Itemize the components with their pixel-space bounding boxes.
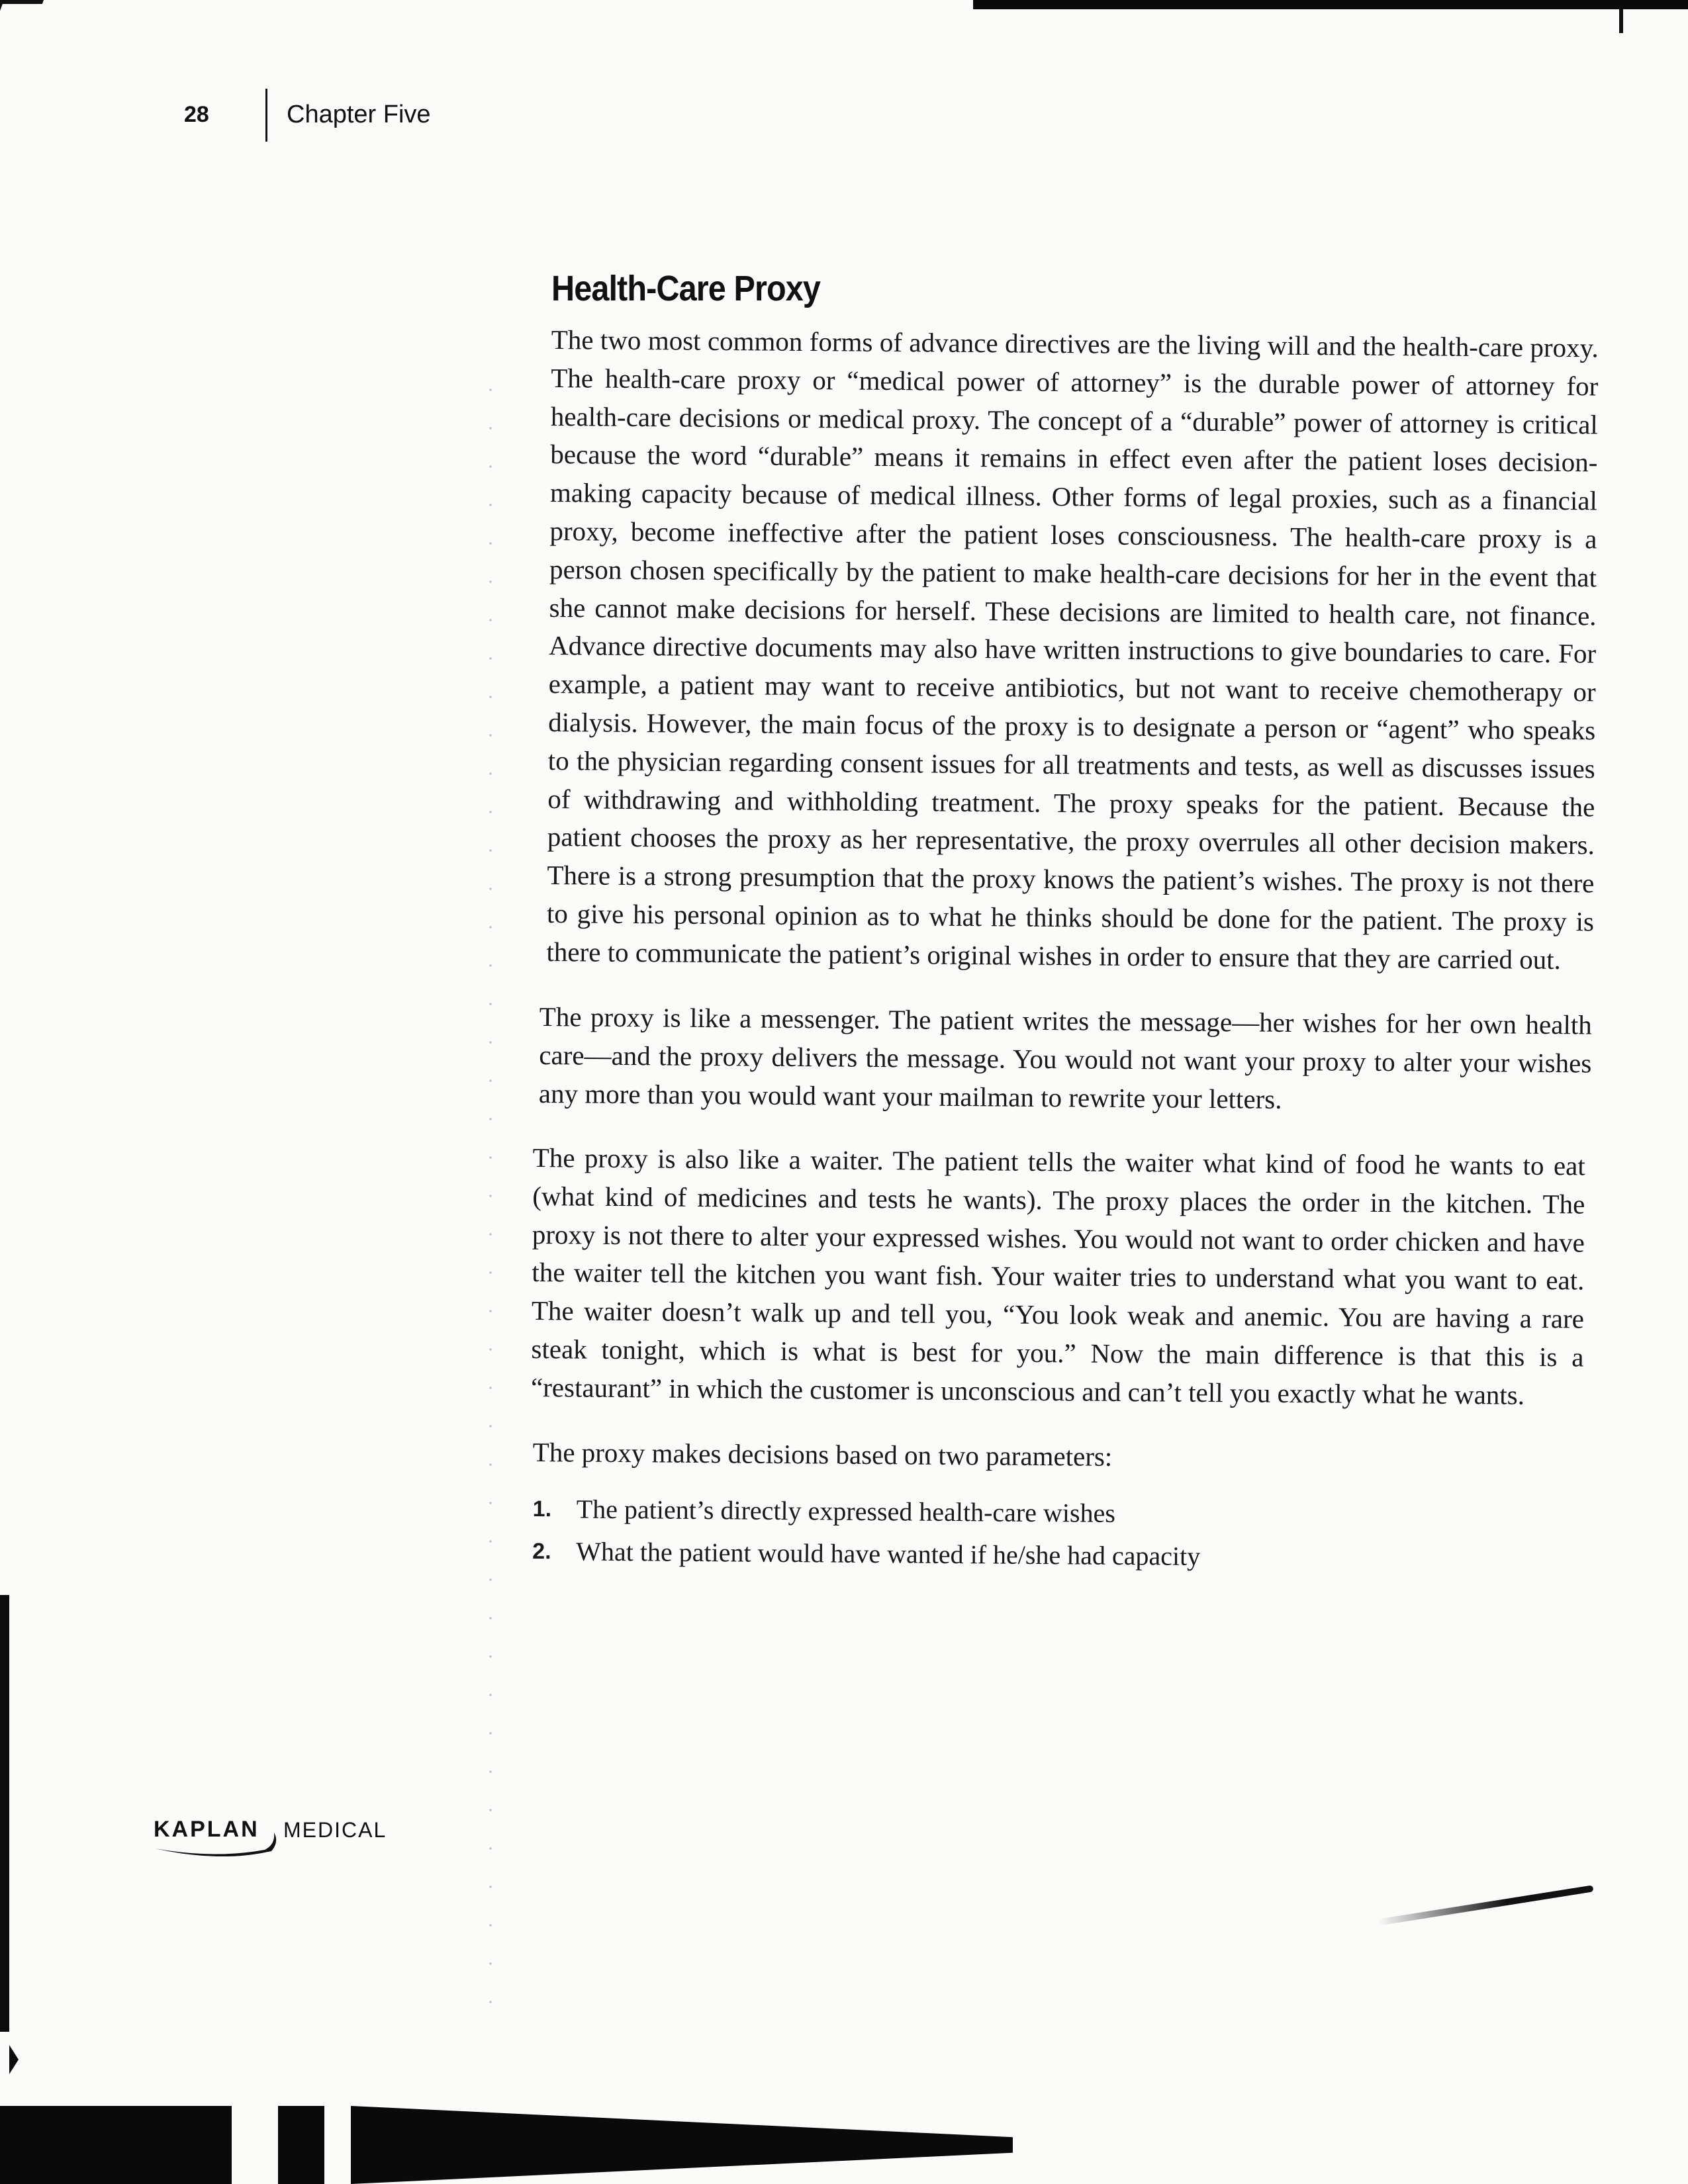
list-item — [533, 1490, 1599, 1537]
list-text: What the patient would have wanted if he/she had capacity — [576, 1536, 1201, 1572]
list-text: The patient’s directly expressed health-care wishes — [576, 1494, 1116, 1529]
running-head-divider — [265, 89, 267, 142]
page-number: 28 — [184, 102, 209, 127]
scan-top-edge — [973, 0, 1688, 9]
publisher-logo — [154, 1817, 418, 1863]
scan-left-notch — [9, 2045, 19, 2074]
logo-subbrand: MEDICAL — [283, 1818, 387, 1842]
logo-swoosh-icon — [154, 1830, 286, 1856]
paragraph: The proxy is also like a waiter. The patient tells the waiter what kind of food he wants to eat (what kind of medicines and tests he wants). The proxy places the order in the kitchen. The proxy is not there to alter your expressed wishes. You would not want to order chicken and have the waiter tell the kitchen you want fish. Your waiter tries to understand what you want to eat. The waiter doesn’t walk up and tell you, “You look weak and anemic. You are having a rare steak tonight, which is what is best for you.” Now the main difference is that this is a “restaurant” in which the customer is unconscious and can’t tell you exactly what he wants. — [530, 1142, 1585, 1410]
scan-streak — [1377, 1885, 1594, 1926]
scan-corner-mark — [0, 0, 44, 20]
scan-left-edge — [0, 1595, 9, 2032]
logo-brand: KAPLAN — [154, 1817, 259, 1842]
list-item — [532, 1532, 1598, 1579]
running-head — [184, 85, 581, 144]
scan-bottom-edge — [351, 2106, 1013, 2184]
scan-bottom-edge — [278, 2106, 324, 2184]
list-number: 2. — [532, 1539, 551, 1565]
paragraph: The proxy makes decisions based on two parameters: — [532, 1436, 1113, 1472]
scan-margin-dots — [489, 371, 492, 2025]
scan-bottom-edge — [0, 2106, 232, 2184]
section-content — [530, 268, 1599, 1574]
scan-top-tick — [1619, 9, 1623, 33]
list-number: 1. — [532, 1496, 552, 1522]
section-heading: Health-Care Proxy — [551, 269, 821, 308]
chapter-label: Chapter Five — [287, 101, 431, 128]
parameter-list — [532, 1490, 1599, 1579]
paragraph: The two most common forms of advance directives are the living will and the health-care proxy. The health-care proxy or “medical power of attorney” is the durable power of attorney for health-care decisions or medical proxy. The concept of a “durable” power of attorney is critical because the word “durable” means it remains in effect even after the patient loses decision-making capacity because of medical illness. Other forms of legal proxies, such as a financial proxy, become ineffective after the patient loses consciousness. The health-care proxy is a person chosen specifically by the patient to make health-care decisions for her in the event that she cannot make decisions for herself. These decisions are limited to health care, not finance. Advance directive documents may also have written instructions to give boundaries to care. For example, a patient may want to receive antibiotics, but not want to receive chemotherapy or dialysis. However, the main focus of the proxy is to designate a person or “agent” who speaks to the physician regarding consent issues for all treatments and tests, as well as discusses issues of withdrawing and withholding treatment. The proxy speaks for the patient. Because the patient chooses the proxy as her representative, the proxy overrules all other decision makers. There is a strong presumption that the proxy knows the patient’s wishes. The proxy is not there to give his personal opinion as to what he thinks should be done for the patient. The proxy is there to communicate the patient’s original wishes in order to ensure that they are carried out. — [546, 324, 1599, 975]
paragraph: The proxy is like a messenger. The patient writes the message—her wishes for her own health care—and the proxy delivers the message. You would not want your proxy to alter your wishes any more than you would want your mailman to rewrite your letters. — [538, 1001, 1592, 1114]
